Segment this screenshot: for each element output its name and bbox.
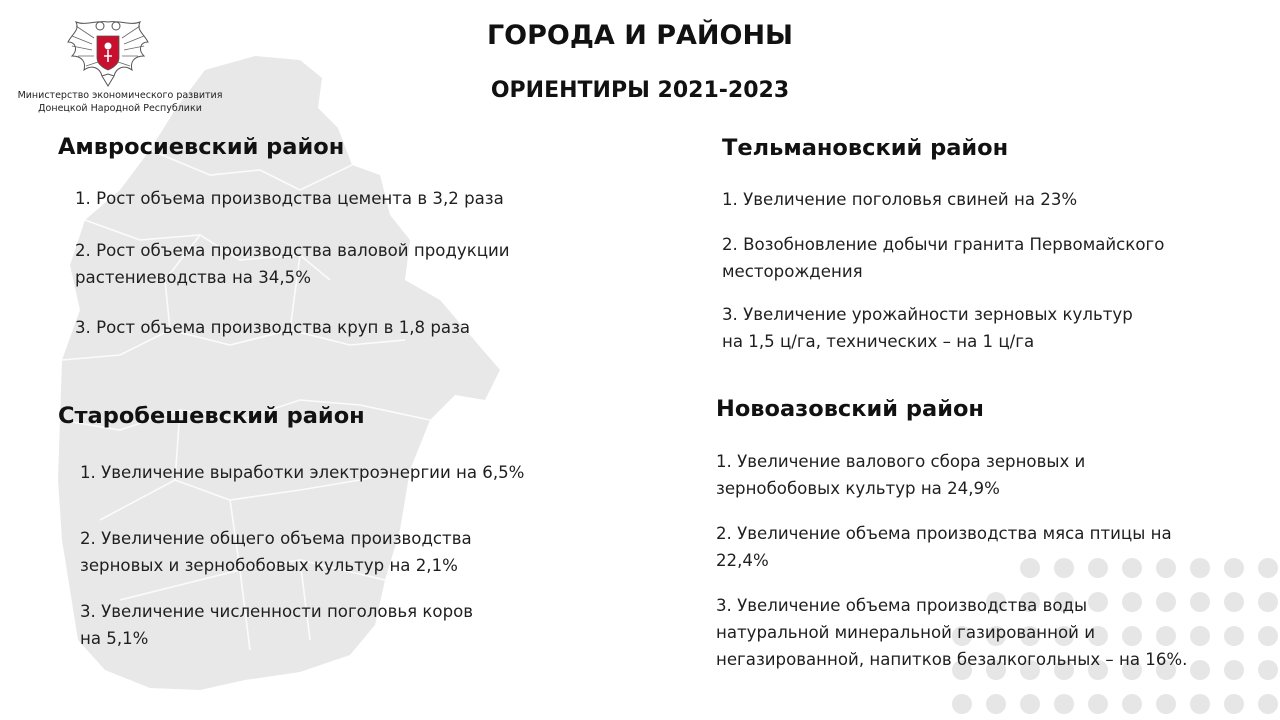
novoazovsky-item-1-line2: зернобобовых культур на 24,9% xyxy=(716,479,1000,498)
decorative-dot xyxy=(1258,558,1278,578)
telmanovsky-item-1: 1. Увеличение поголовья свиней на 23% xyxy=(722,190,1078,209)
amvrosievsky-item-2 xyxy=(75,237,510,291)
telmanovsky-item-2-line2: месторождения xyxy=(722,262,863,281)
district-title-novoazovsky: Новоазовский район xyxy=(716,396,984,422)
telmanovsky-item-3-line1: 3. Увеличение урожайности зерновых культур xyxy=(722,305,1133,324)
amvrosievsky-item-2-line2: растениеводства на 34,5% xyxy=(75,268,311,287)
amvrosievsky-item-3: 3. Рост объема производства круп в 1,8 раза xyxy=(75,318,471,337)
starobeshevsky-item-3 xyxy=(80,598,473,652)
decorative-dot xyxy=(1088,694,1108,714)
ministry-line1: Министерство экономического развития xyxy=(17,90,223,101)
novoazovsky-item-3-line2: натуральной минеральной газированной и xyxy=(716,623,1095,642)
coat-of-arms-icon xyxy=(62,12,154,90)
decorative-dot xyxy=(986,694,1006,714)
novoazovsky-item-3-line1: 3. Увеличение объема производства воды xyxy=(716,596,1088,615)
amvrosievsky-item-1: 1. Рост объема производства цемента в 3,2 раза xyxy=(75,189,504,208)
novoazovsky-item-1-line1: 1. Увеличение валового сбора зерновых и xyxy=(716,452,1086,471)
decorative-dot xyxy=(1156,694,1176,714)
decorative-dot xyxy=(1224,626,1244,646)
decorative-dot xyxy=(1258,592,1278,612)
telmanovsky-item-2 xyxy=(722,231,1164,285)
novoazovsky-item-2-line1: 2. Увеличение объема производства мяса птицы на xyxy=(716,524,1172,543)
novoazovsky-item-1 xyxy=(716,448,1085,502)
decorative-dot xyxy=(1190,694,1210,714)
district-title-telmanovsky: Тельмановский район xyxy=(722,135,1009,161)
decorative-dot xyxy=(1224,694,1244,714)
decorative-dot xyxy=(1258,626,1278,646)
starobeshevsky-item-1: 1. Увеличение выработки электроэнергии на 6,5% xyxy=(80,463,525,482)
decorative-dot xyxy=(1122,694,1142,714)
page-title: ГОРОДА И РАЙОНЫ xyxy=(486,20,794,51)
decorative-dot xyxy=(1020,694,1040,714)
novoazovsky-item-3 xyxy=(716,592,1187,673)
decorative-dot xyxy=(1054,694,1074,714)
starobeshevsky-item-3-line2: на 5,1% xyxy=(80,629,149,648)
page-subtitle: ОРИЕНТИРЫ 2021-2023 xyxy=(490,78,790,103)
telmanovsky-item-3-line2: на 1,5 ц/га, технических – на 1 ц/га xyxy=(722,332,1035,351)
starobeshevsky-item-2-line2: зерновых и зернобобовых культур на 2,1% xyxy=(80,556,458,575)
starobeshevsky-item-2 xyxy=(80,525,472,579)
telmanovsky-item-3 xyxy=(722,301,1133,355)
amvrosievsky-item-2-line1: 2. Рост объема производства валовой продукции xyxy=(75,241,510,260)
starobeshevsky-item-3-line1: 3. Увеличение численности поголовья коров xyxy=(80,602,474,621)
ministry-caption xyxy=(0,90,240,115)
novoazovsky-item-2 xyxy=(716,520,1172,574)
decorative-dot xyxy=(952,694,972,714)
decorative-dot xyxy=(1224,660,1244,680)
novoazovsky-item-2-line2: 22,4% xyxy=(716,551,769,570)
ministry-line2: Донецкой Народной Республики xyxy=(38,102,202,114)
district-title-starobeshevsky: Старобешевский район xyxy=(58,403,365,429)
telmanovsky-item-2-line1: 2. Возобновление добычи гранита Первомайского xyxy=(722,235,1165,254)
decorative-dot xyxy=(1190,626,1210,646)
novoazovsky-item-3-line3: негазированной, напитков безалкогольных – на 16%. xyxy=(716,650,1188,669)
starobeshevsky-item-2-line1: 2. Увеличение общего объема производства xyxy=(80,529,472,548)
decorative-dot xyxy=(1258,694,1278,714)
decorative-dot xyxy=(1258,660,1278,680)
district-title-amvrosievsky: Амвросиевский район xyxy=(58,134,345,160)
decorative-dot xyxy=(1190,592,1210,612)
decorative-dot xyxy=(1190,558,1210,578)
decorative-dot xyxy=(1224,558,1244,578)
decorative-dot xyxy=(1224,592,1244,612)
decorative-dot xyxy=(1190,660,1210,680)
